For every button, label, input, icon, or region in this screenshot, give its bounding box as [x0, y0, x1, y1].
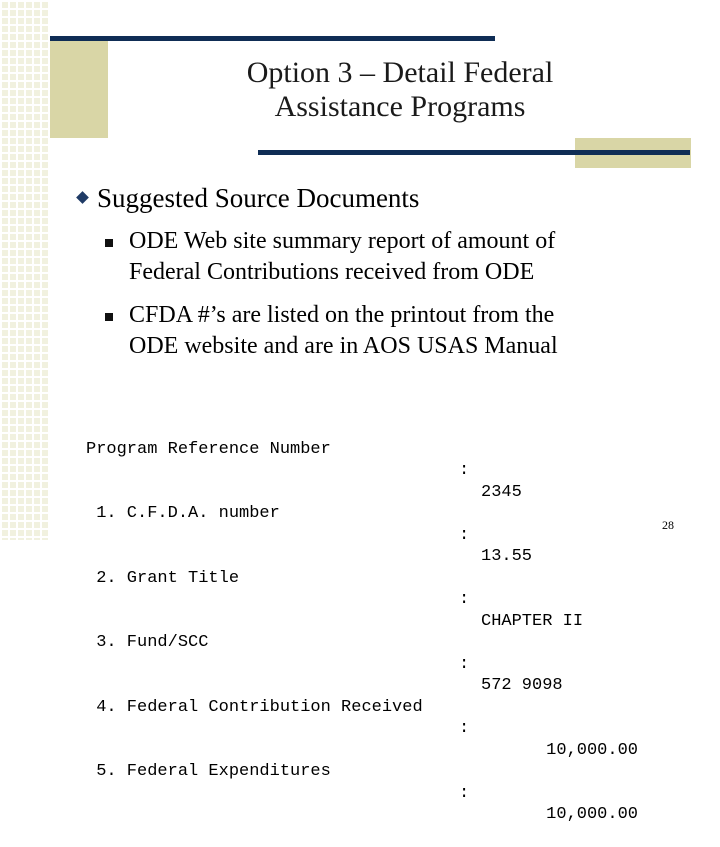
- sub-bullet-1-line2: Federal Contributions received from ODE: [129, 259, 535, 285]
- row-label: Program Reference Number: [86, 439, 331, 459]
- row-colon: :: [459, 461, 470, 480]
- table-row-header: [86, 417, 706, 502]
- row-value: 10,000.00: [546, 740, 638, 760]
- sub-bullet-1: [105, 226, 665, 288]
- row-label: 4. Federal Contribution Received: [86, 697, 423, 717]
- page-number: 28: [662, 518, 674, 532]
- row-value: CHAPTER II: [481, 611, 584, 631]
- row-value: 572 9098: [481, 676, 563, 695]
- heading-text: Suggested Source Documents: [97, 183, 420, 213]
- row-colon: :: [459, 525, 470, 545]
- row-label: 2. Grant Title: [86, 568, 240, 588]
- table-row: [86, 611, 706, 695]
- decorative-block-top: [50, 40, 108, 138]
- slide-title: [150, 56, 650, 124]
- row-label: 3. Fund/SCC: [86, 633, 209, 652]
- program-reference-table: [86, 374, 706, 824]
- row-value: 2345: [481, 482, 522, 502]
- sub-bullet-1-line1: ODE Web site summary report of amount of: [129, 228, 556, 254]
- row-colon: :: [459, 783, 470, 803]
- slide-title-line2: Assistance Programs: [274, 90, 526, 123]
- row-colon: :: [459, 719, 470, 738]
- square-bullet-icon: [105, 313, 113, 321]
- row-label: 5. Federal Expenditures: [86, 762, 331, 781]
- diamond-bullet-icon: [76, 191, 89, 204]
- table-row: [86, 740, 706, 824]
- slide-title-line1: Option 3 – Detail Federal: [246, 56, 554, 89]
- row-value: 10,000.00: [546, 805, 638, 824]
- heading-bullet: [78, 182, 678, 214]
- row-colon: :: [459, 590, 470, 609]
- square-bullet-icon: [105, 239, 113, 247]
- decorative-bar-top: [50, 36, 495, 41]
- row-value: 13.55: [481, 547, 533, 566]
- row-label: 1. C.F.D.A. number: [86, 504, 280, 523]
- sub-bullet-2-line1: CFDA #’s are listed on the printout from the: [129, 302, 555, 328]
- sub-bullet-2-line2: ODE website and are in AOS USAS Manual: [129, 333, 558, 359]
- decorative-bar-bottom: [258, 150, 690, 155]
- sub-bullet-2: [105, 300, 665, 362]
- row-colon: :: [459, 654, 470, 674]
- decorative-grid-strip: [0, 0, 50, 540]
- table-row: [86, 546, 706, 631]
- table-row: [86, 675, 706, 760]
